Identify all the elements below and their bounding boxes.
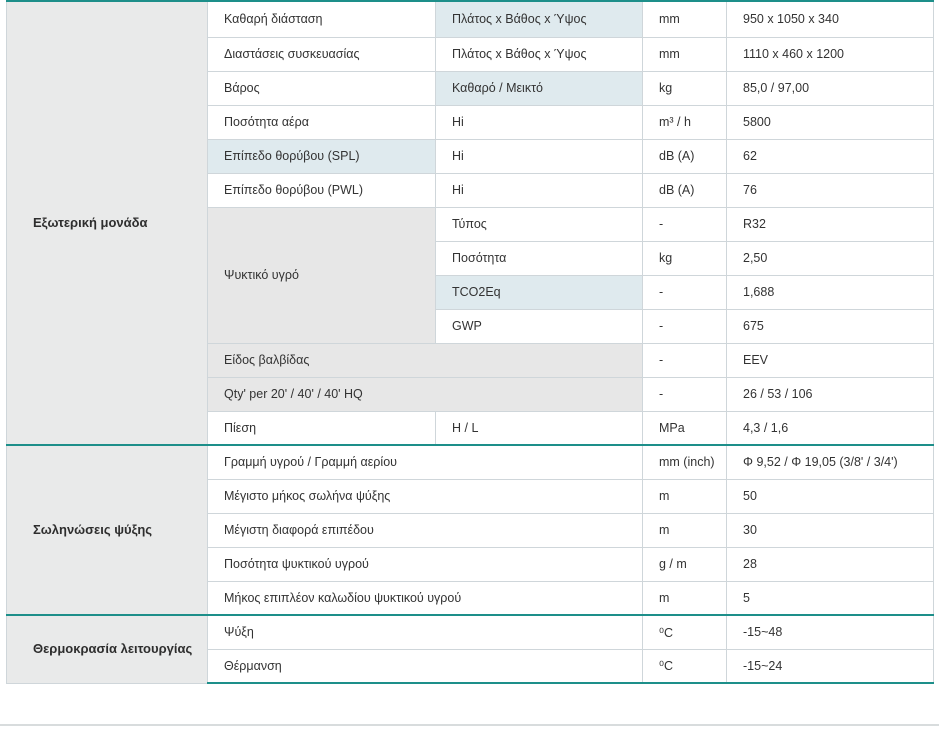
param-cell: Μέγιστο μήκος σωλήνα ψύξης bbox=[208, 479, 643, 513]
unit-cell: - bbox=[643, 377, 727, 411]
value-cell: 85,0 / 97,00 bbox=[727, 71, 934, 105]
condition-cell: Πλάτος x Βάθος x Ύψος bbox=[436, 1, 643, 37]
condition-cell: Hi bbox=[436, 139, 643, 173]
condition-cell: TCO2Eq bbox=[436, 275, 643, 309]
param-cell: Γραμμή υγρού / Γραμμή αερίου bbox=[208, 445, 643, 479]
unit-cell: MPa bbox=[643, 411, 727, 445]
table-row bbox=[7, 1, 934, 37]
bottom-divider bbox=[0, 724, 939, 726]
condition-cell: Ποσότητα bbox=[436, 241, 643, 275]
refrigerant-label: Ψυκτικό υγρό bbox=[208, 207, 436, 343]
param-cell: Είδος βαλβίδας bbox=[208, 343, 643, 377]
value-cell: 1110 x 460 x 1200 bbox=[727, 37, 934, 71]
value-cell: 675 bbox=[727, 309, 934, 343]
unit-cell: mm bbox=[643, 37, 727, 71]
param-cell: Ποσότητα αέρα bbox=[208, 105, 436, 139]
unit-cell: g / m bbox=[643, 547, 727, 581]
value-cell: 62 bbox=[727, 139, 934, 173]
value-cell: -15~24 bbox=[727, 649, 934, 683]
param-cell: Θέρμανση bbox=[208, 649, 643, 683]
param-cell: Διαστάσεις συσκευασίας bbox=[208, 37, 436, 71]
unit-cell: m bbox=[643, 479, 727, 513]
unit-cell: ⁰C bbox=[643, 649, 727, 683]
condition-cell: GWP bbox=[436, 309, 643, 343]
value-cell: -15~48 bbox=[727, 615, 934, 649]
table-row bbox=[7, 615, 934, 649]
unit-cell: mm (inch) bbox=[643, 445, 727, 479]
value-cell: 76 bbox=[727, 173, 934, 207]
unit-cell: - bbox=[643, 309, 727, 343]
unit-cell: dB (A) bbox=[643, 139, 727, 173]
unit-cell: ⁰C bbox=[643, 615, 727, 649]
param-cell: Πίεση bbox=[208, 411, 436, 445]
value-cell: 50 bbox=[727, 479, 934, 513]
param-cell: Ποσότητα ψυκτικού υγρού bbox=[208, 547, 643, 581]
param-cell: Qty' per 20' / 40' / 40' HQ bbox=[208, 377, 643, 411]
param-cell: Μέγιστη διαφορά επιπέδου bbox=[208, 513, 643, 547]
unit-cell: m bbox=[643, 513, 727, 547]
value-cell: 5 bbox=[727, 581, 934, 615]
unit-cell: mm bbox=[643, 1, 727, 37]
unit-cell: m³ / h bbox=[643, 105, 727, 139]
unit-cell: - bbox=[643, 207, 727, 241]
condition-cell: Πλάτος x Βάθος x Ύψος bbox=[436, 37, 643, 71]
value-cell: Φ 9,52 / Φ 19,05 (3/8' / 3/4') bbox=[727, 445, 934, 479]
param-cell: Καθαρή διάσταση bbox=[208, 1, 436, 37]
param-cell: Επίπεδο θορύβου (SPL) bbox=[208, 139, 436, 173]
condition-cell: Hi bbox=[436, 173, 643, 207]
table-row bbox=[7, 445, 934, 479]
value-cell: 4,3 / 1,6 bbox=[727, 411, 934, 445]
value-cell: 2,50 bbox=[727, 241, 934, 275]
value-cell: 950 x 1050 x 340 bbox=[727, 1, 934, 37]
unit-cell: m bbox=[643, 581, 727, 615]
value-cell: 30 bbox=[727, 513, 934, 547]
param-cell: Ψύξη bbox=[208, 615, 643, 649]
condition-cell: Καθαρό / Μεικτό bbox=[436, 71, 643, 105]
condition-cell: Hi bbox=[436, 105, 643, 139]
value-cell: R32 bbox=[727, 207, 934, 241]
unit-cell: kg bbox=[643, 241, 727, 275]
param-cell: Μήκος επιπλέον καλωδίου ψυκτικού υγρού bbox=[208, 581, 643, 615]
value-cell: 26 / 53 / 106 bbox=[727, 377, 934, 411]
group-label-operating-temperature: Θερμοκρασία λειτουργίας bbox=[7, 615, 208, 683]
value-cell: EEV bbox=[727, 343, 934, 377]
param-cell: Βάρος bbox=[208, 71, 436, 105]
param-cell: Επίπεδο θορύβου (PWL) bbox=[208, 173, 436, 207]
condition-cell: Τύπος bbox=[436, 207, 643, 241]
group-label-outdoor-unit: Εξωτερική μονάδα bbox=[7, 1, 208, 445]
unit-cell: dB (A) bbox=[643, 173, 727, 207]
value-cell: 28 bbox=[727, 547, 934, 581]
value-cell: 5800 bbox=[727, 105, 934, 139]
group-label-piping: Σωληνώσεις ψύξης bbox=[7, 445, 208, 615]
specifications-table bbox=[6, 0, 934, 684]
unit-cell: - bbox=[643, 275, 727, 309]
value-cell: 1,688 bbox=[727, 275, 934, 309]
unit-cell: - bbox=[643, 343, 727, 377]
condition-cell: H / L bbox=[436, 411, 643, 445]
unit-cell: kg bbox=[643, 71, 727, 105]
